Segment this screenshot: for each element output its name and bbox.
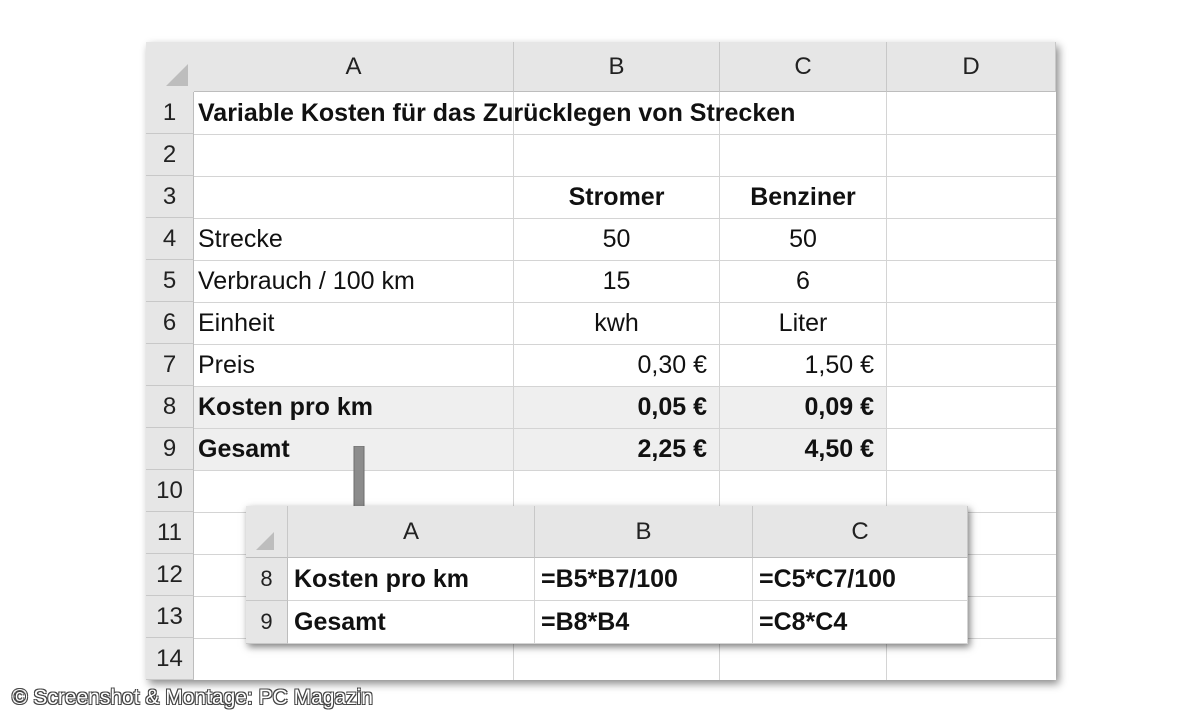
inset-cell-c9-formula: =C8*C4 <box>753 601 968 644</box>
row-header-7[interactable]: 7 <box>146 344 194 386</box>
cell-c4[interactable]: 50 <box>789 224 817 253</box>
row-header-10[interactable]: 10 <box>146 470 194 512</box>
row-header-1[interactable]: 1 <box>146 92 194 134</box>
cell-a7[interactable]: Preis <box>198 350 255 379</box>
cell-b7[interactable]: 0,30 € <box>637 350 707 379</box>
cell-a4[interactable]: Strecke <box>198 224 283 253</box>
inset-column-header-a: A <box>288 506 535 558</box>
image-credit: © Screenshot & Montage: PC Magazin <box>12 686 373 709</box>
cell-c6[interactable]: Liter <box>778 308 828 337</box>
cell-a1-title[interactable]: Variable Kosten für das Zurücklegen von Strecken <box>198 98 796 127</box>
inset-cell-c8-formula: =C5*C7/100 <box>753 558 968 601</box>
inset-column-header-b: B <box>535 506 753 558</box>
cell-c9[interactable]: 4,50 € <box>804 434 874 463</box>
select-all-corner[interactable] <box>146 42 194 92</box>
column-header-d[interactable]: D <box>887 42 1056 92</box>
cell-a6[interactable]: Einheit <box>198 308 275 337</box>
cell-b4[interactable]: 50 <box>602 224 631 253</box>
cell-a5[interactable]: Verbrauch / 100 km <box>198 266 415 295</box>
inset-cell-a9: Gesamt <box>288 601 535 644</box>
inset-column-header-c: C <box>753 506 968 558</box>
cell-b3[interactable]: Stromer <box>568 182 665 211</box>
inset-cell-b9-formula: =B8*B4 <box>535 601 753 644</box>
cell-c3[interactable]: Benziner <box>750 182 856 211</box>
column-header-a[interactable]: A <box>194 42 514 92</box>
cell-b5[interactable]: 15 <box>602 266 631 295</box>
cell-c5[interactable]: 6 <box>796 266 810 295</box>
row-header-3[interactable]: 3 <box>146 176 194 218</box>
row-header-13[interactable]: 13 <box>146 596 194 638</box>
cell-c7[interactable]: 1,50 € <box>804 350 874 379</box>
formula-view-inset <box>246 506 968 644</box>
row-header-6[interactable]: 6 <box>146 302 194 344</box>
inset-cell-b8-formula: =B5*B7/100 <box>535 558 753 601</box>
row-header-5[interactable]: 5 <box>146 260 194 302</box>
row-header-2[interactable]: 2 <box>146 134 194 176</box>
row-header-4[interactable]: 4 <box>146 218 194 260</box>
row-header-12[interactable]: 12 <box>146 554 194 596</box>
inset-select-all-corner <box>246 506 288 558</box>
inset-row-header-9: 9 <box>246 601 288 644</box>
row-header-9[interactable]: 9 <box>146 428 194 470</box>
cell-c8[interactable]: 0,09 € <box>804 392 874 421</box>
cell-a8[interactable]: Kosten pro km <box>198 392 374 421</box>
row-header-14[interactable]: 14 <box>146 638 194 680</box>
cell-b6[interactable]: kwh <box>594 308 639 337</box>
cell-a9[interactable]: Gesamt <box>198 434 290 463</box>
inset-row-header-8: 8 <box>246 558 288 601</box>
row-header-8[interactable]: 8 <box>146 386 194 428</box>
column-header-b[interactable]: B <box>514 42 720 92</box>
column-header-c[interactable]: C <box>720 42 887 92</box>
cell-b8[interactable]: 0,05 € <box>637 392 707 421</box>
inset-cell-a8: Kosten pro km <box>288 558 535 601</box>
cell-b9[interactable]: 2,25 € <box>637 434 707 463</box>
row-header-11[interactable]: 11 <box>146 512 194 554</box>
